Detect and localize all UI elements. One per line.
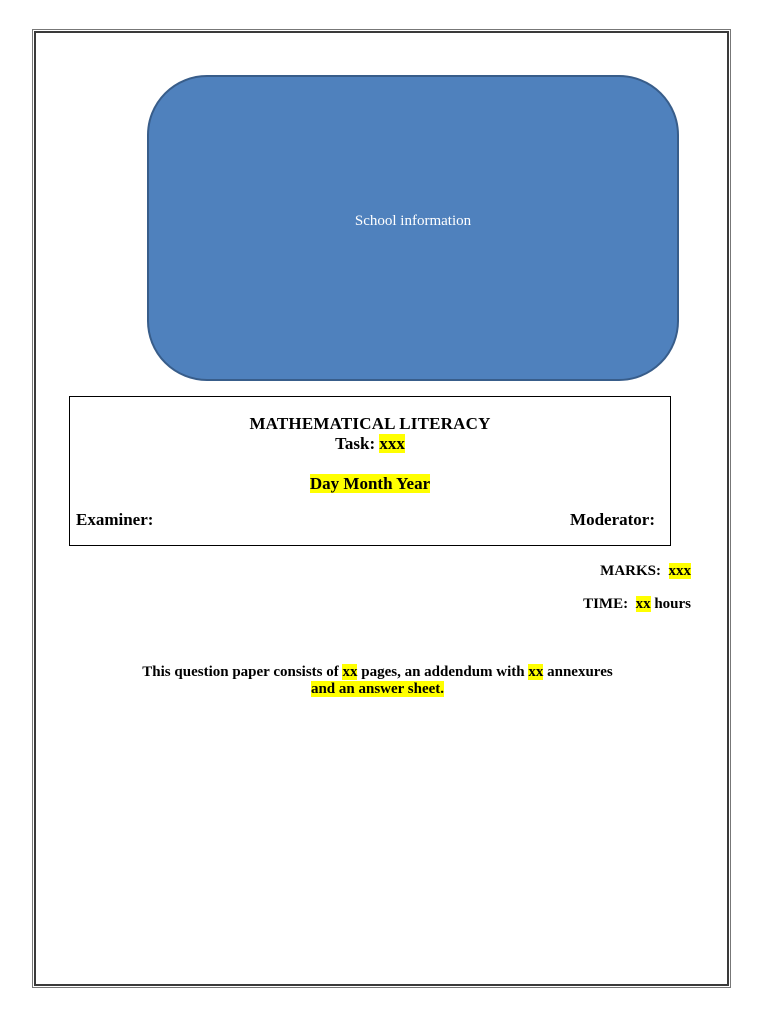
time-unit: hours	[654, 596, 691, 612]
examiner-label: Examiner:	[76, 510, 154, 529]
pages-count: xx	[342, 664, 358, 680]
date-line	[70, 474, 670, 494]
consists-line2: and an answer sheet.	[310, 681, 445, 697]
school-information-box	[147, 75, 679, 381]
consists-part1: This question paper consists of	[142, 664, 339, 680]
time-value: xx	[635, 596, 651, 612]
marks-line	[600, 563, 691, 580]
consists-part2: pages, an addendum with	[361, 664, 525, 680]
date-value: Day Month Year	[309, 474, 431, 493]
title-box	[69, 396, 671, 546]
task-label: Task:	[335, 434, 376, 453]
task-value: xxx	[379, 434, 405, 453]
marks-label: MARKS:	[600, 563, 661, 579]
moderator-label: Moderator:	[570, 510, 655, 529]
annexures-count: xx	[528, 664, 544, 680]
time-line	[583, 596, 691, 613]
consists-part3: annexures	[547, 664, 613, 680]
time-label: TIME:	[583, 596, 629, 612]
subject-title: MATHEMATICAL LITERACY	[249, 414, 491, 433]
marks-value: xxx	[668, 563, 691, 579]
school-information-label: School information	[354, 212, 472, 229]
paper-consists-statement	[100, 664, 655, 698]
task-line	[70, 434, 670, 454]
